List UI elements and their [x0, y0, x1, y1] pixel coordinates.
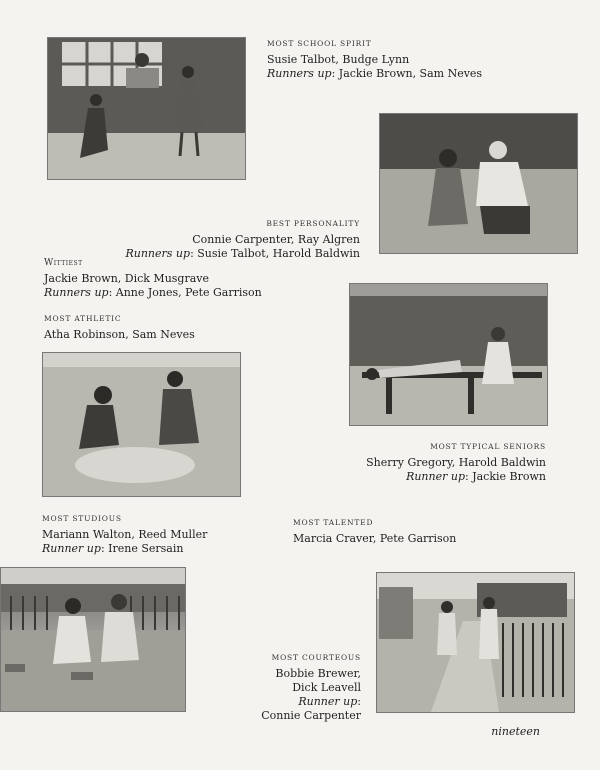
award-best-personality — [125, 217, 360, 261]
runners-up-names: : Irene Sersain — [100, 542, 184, 555]
photo-most-studious — [0, 567, 186, 712]
award-category: Wittiest — [44, 258, 83, 268]
runners-up-names: : Jackie Brown, Sam Neves — [331, 67, 483, 80]
runners-up-label: Runners up — [267, 67, 332, 80]
runners-up-label: Runner up — [298, 695, 358, 708]
award-school-spirit — [267, 37, 482, 81]
award-wittiest — [44, 256, 262, 300]
award-category: MOST ATHLETIC — [44, 314, 122, 323]
award-winners: Susie Talbot, Budge Lynn — [267, 53, 410, 66]
award-category: MOST TYPICAL SENIORS — [430, 442, 546, 451]
photo-typical-seniors — [349, 283, 548, 426]
award-most-athletic — [44, 312, 195, 342]
runners-up-names: : Jackie Brown — [465, 470, 546, 483]
photo-most-athletic — [42, 352, 241, 497]
award-winners: Connie Carpenter, Ray Algren — [192, 233, 360, 246]
award-winners: Mariann Walton, Reed Muller — [42, 528, 208, 541]
runners-up-colon: : — [357, 695, 361, 708]
award-winners: Sherry Gregory, Harold Baldwin — [366, 456, 546, 469]
runners-up-label: Runner up — [406, 470, 465, 483]
award-winners: Marcia Craver, Pete Garrison — [293, 532, 457, 545]
page-number: nineteen — [491, 725, 540, 738]
award-typical-seniors — [366, 440, 546, 484]
runners-up-names: : Susie Talbot, Harold Baldwin — [190, 247, 360, 260]
runners-up-names: : Anne Jones, Pete Garrison — [108, 286, 262, 299]
runners-up-label: Runners up — [44, 286, 109, 299]
award-category: MOST TALENTED — [293, 518, 374, 527]
award-category: MOST STUDIOUS — [42, 514, 122, 523]
award-winners: Jackie Brown, Dick Musgrave — [44, 272, 210, 285]
award-most-courteous — [261, 651, 361, 723]
runners-up-label: Runner up — [42, 542, 101, 555]
award-most-studious — [42, 512, 207, 556]
photo-school-spirit — [47, 37, 246, 180]
photo-best-personality — [379, 113, 578, 254]
runners-up-names: Connie Carpenter — [261, 709, 361, 722]
photo-most-courteous — [376, 572, 575, 713]
runners-up-label: Runners up — [125, 247, 191, 260]
award-winner-line-2: Dick Leavell — [292, 681, 361, 694]
award-winners: Atha Robinson, Sam Neves — [44, 328, 195, 341]
award-winner-line-1: Bobbie Brewer, — [275, 667, 361, 680]
award-category: BEST PERSONALITY — [266, 219, 360, 228]
award-category: MOST COURTEOUS — [271, 653, 361, 662]
award-category: MOST SCHOOL SPIRIT — [267, 39, 372, 48]
award-most-talented — [293, 516, 456, 546]
